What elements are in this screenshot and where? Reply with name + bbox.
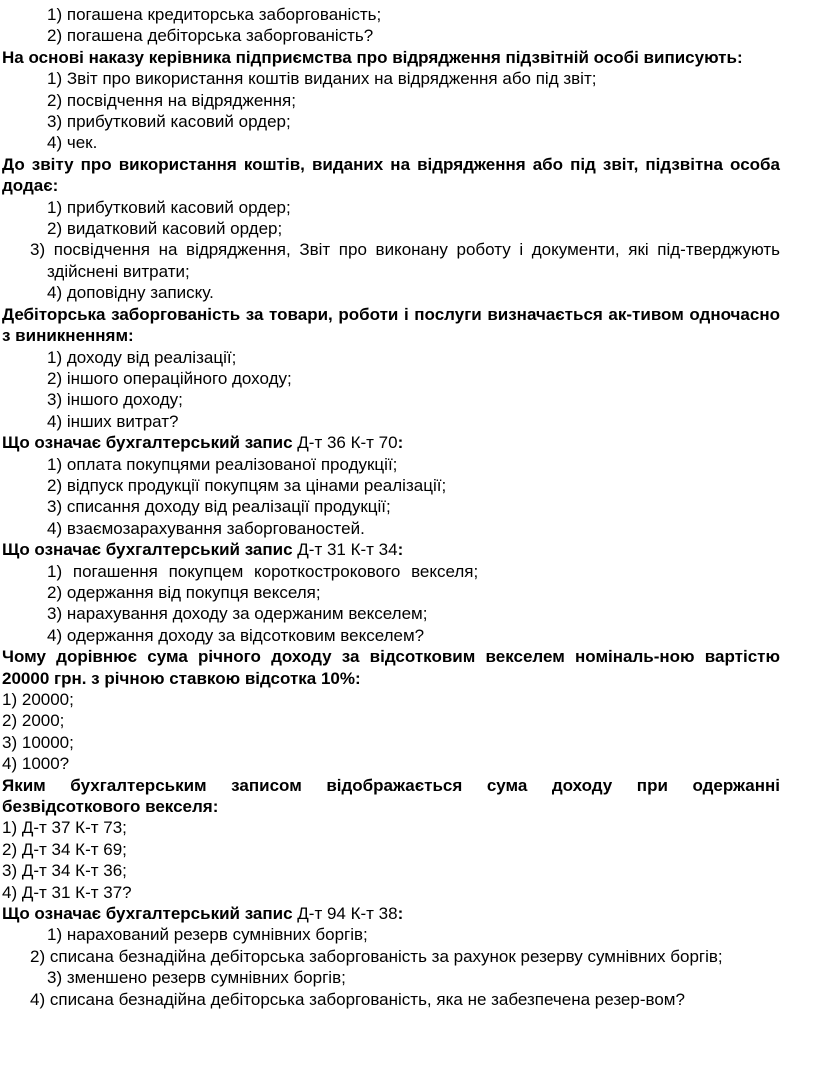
answer-option-number: 4)	[47, 283, 63, 303]
answer-option-text: погашення покупцем короткострокового векселя;	[72, 561, 479, 581]
question-text	[2, 646, 780, 689]
answer-option-number: 1)	[47, 5, 63, 24]
question-part-regular: Д-т 36 К-т 70	[297, 433, 398, 453]
question-part-regular: Д-т 94 К-т 38	[297, 904, 398, 924]
answer-option-text: взаємозарахування заборгованостей.	[66, 518, 365, 538]
answer-option-text: відпуск продукції покупцям за цінами реалізації;	[66, 475, 447, 495]
answer-option	[2, 282, 780, 303]
answer-option-number: 1)	[47, 561, 63, 581]
answer-option-number: 3)	[2, 732, 18, 752]
answer-option-text: видатковий касовий ордер;	[66, 219, 283, 239]
answer-option	[2, 710, 780, 731]
answer-option-text: посвідчення на відрядження, Звіт про виконану роботу і документи, які під-тверджують здійснені витрати;	[47, 240, 780, 281]
answer-option-text: нарахований резерв сумнівних боргів;	[66, 925, 368, 945]
answer-option	[2, 197, 780, 218]
answer-option-number: 1)	[2, 690, 18, 709]
answer-option	[2, 839, 780, 860]
answer-option-text: 20000;	[21, 690, 74, 709]
question-part-bold: Що означає бухгалтерський запис	[2, 540, 298, 560]
answer-option-number: 3)	[47, 604, 63, 624]
answer-option	[2, 989, 780, 1010]
answer-option-number: 2)	[2, 711, 18, 731]
answer-option	[2, 924, 780, 945]
answer-option	[2, 817, 780, 838]
answer-option-text: списання доходу від реалізації продукції;	[66, 497, 391, 517]
answer-option	[2, 732, 780, 753]
answer-option	[2, 111, 780, 132]
answer-option	[2, 132, 780, 153]
answer-option-number: 2)	[47, 219, 63, 239]
answer-option-number: 4)	[30, 989, 46, 1009]
answer-option-number: 2)	[47, 582, 63, 602]
answer-option	[2, 475, 780, 496]
answer-option-text: зменшено резерв сумнівних боргів;	[66, 968, 346, 988]
answer-option-number: 4)	[47, 133, 63, 153]
question-text	[2, 47, 780, 68]
answer-option	[2, 347, 780, 368]
answer-option-text: оплата покупцями реалізованої продукції;	[66, 454, 398, 474]
answer-option-number: 2)	[47, 368, 63, 388]
question-part-bold: Чому дорівнює сума річного доходу за відсотковим векселем номіналь-ною вартістю 20000 грн. з річною ставкою відсотка 10%:	[2, 647, 780, 688]
answer-option-text: одержання доходу за відсотковим векселем?	[66, 625, 425, 645]
answer-option-text: Д-т 37 К-т 73;	[21, 818, 127, 838]
answer-option-text: чек.	[66, 133, 98, 153]
answer-option-number: 1)	[47, 454, 63, 474]
question-text	[2, 154, 780, 197]
answer-option-text: одержання від покупця векселя;	[66, 582, 321, 602]
answer-option-number: 3)	[2, 861, 18, 881]
answer-option-text: погашена кредиторська заборгованість;	[66, 5, 382, 24]
answer-option-number: 4)	[47, 625, 63, 645]
answer-option-number: 2)	[47, 90, 63, 110]
question-part-bold: :	[397, 433, 404, 453]
answer-option	[2, 68, 780, 89]
answer-option	[2, 967, 780, 988]
answer-option-number: 2)	[47, 475, 63, 495]
answer-option-text: 1000?	[21, 754, 70, 774]
answer-option	[2, 689, 780, 710]
answer-option	[2, 946, 780, 967]
answer-option-number: 3)	[30, 240, 46, 260]
question-part-bold: :	[397, 904, 404, 924]
answer-option-text: Д-т 34 К-т 36;	[21, 861, 127, 881]
answer-option-text: погашена дебіторська заборгованість?	[66, 26, 374, 46]
answer-option-text: нарахування доходу за одержаним векселем;	[66, 604, 428, 624]
answer-option-text: іншого доходу;	[66, 390, 183, 410]
answer-option-text: Звіт про використання коштів виданих на відрядження або під звіт;	[66, 69, 597, 89]
answer-option-number: 1)	[47, 925, 63, 945]
answer-option-number: 2)	[30, 946, 46, 966]
answer-option-number: 2)	[47, 26, 63, 46]
answer-option-number: 1)	[47, 347, 63, 367]
answer-option	[2, 561, 780, 582]
answer-option	[2, 389, 780, 410]
answer-option-number: 3)	[47, 497, 63, 517]
answer-option-number: 4)	[2, 882, 18, 902]
answer-option-text: прибутковий касовий ордер;	[66, 197, 291, 217]
answer-option-number: 3)	[47, 390, 63, 410]
answer-option-text: Д-т 31 К-т 37?	[21, 882, 132, 902]
question-part-bold: Яким бухгалтерським записом відображається сума доходу при одержанні безвідсоткового векселя:	[2, 775, 780, 817]
answer-option-number: 1)	[47, 197, 63, 217]
question-text	[2, 903, 780, 924]
answer-option-number: 3)	[47, 112, 63, 132]
answer-option-text: списана безнадійна дебіторська заборгованість, яка не забезпечена резер-вом?	[49, 989, 685, 1009]
answer-option	[2, 368, 780, 389]
answer-option	[2, 4, 780, 25]
answer-option-text: доходу від реалізації;	[66, 347, 237, 367]
answer-option	[2, 454, 780, 475]
answer-option	[2, 518, 780, 539]
answer-option	[2, 239, 780, 282]
answer-option	[2, 625, 780, 646]
question-text	[2, 432, 780, 453]
question-text	[2, 775, 780, 818]
question-part-bold: На основі наказу керівника підприємства про відрядження підзвітній особі виписують:	[2, 47, 743, 67]
answer-option	[2, 860, 780, 881]
answer-option-number: 4)	[47, 411, 63, 431]
answer-option	[2, 882, 780, 903]
answer-option	[2, 411, 780, 432]
answer-option-text: інших витрат?	[66, 411, 179, 431]
answer-option-text: списана безнадійна дебіторська заборгованість за рахунок резерву сумнівних боргів;	[49, 946, 723, 966]
answer-option-text: прибутковий касовий ордер;	[66, 112, 291, 132]
answer-option-text: 2000;	[21, 711, 65, 731]
answer-option-number: 3)	[47, 968, 63, 988]
question-part-bold: Що означає бухгалтерський запис	[2, 904, 298, 924]
answer-option-number: 2)	[2, 839, 18, 859]
question-text	[2, 539, 780, 560]
answer-option	[2, 582, 780, 603]
answer-option	[2, 603, 780, 624]
answer-option-number: 4)	[47, 518, 63, 538]
question-part-bold: Дебіторська заборгованість за товари, роботи і послуги визначається ак-тивом одночасно з виникненням:	[2, 304, 780, 346]
answer-option	[2, 496, 780, 517]
answer-option-text: посвідчення на відрядження;	[66, 90, 296, 110]
question-text	[2, 304, 780, 347]
question-part-bold: :	[397, 540, 404, 560]
question-part-bold: До звіту про використання коштів, виданих на відрядження або під звіт, підзвітна особа додає:	[2, 154, 780, 196]
answer-option-text: Д-т 34 К-т 69;	[21, 839, 127, 859]
answer-option-text: іншого операційного доходу;	[66, 368, 292, 388]
answer-option-number: 4)	[2, 754, 18, 774]
answer-option	[2, 25, 780, 46]
answer-option	[2, 218, 780, 239]
answer-option-number: 1)	[2, 818, 18, 838]
answer-option-text: 10000;	[21, 732, 74, 752]
answer-option	[2, 90, 780, 111]
answer-option-number: 1)	[47, 69, 63, 89]
answer-option	[2, 753, 780, 774]
question-part-bold: Що означає бухгалтерський запис	[2, 433, 298, 453]
question-part-regular: Д-т 31 К-т 34	[297, 540, 398, 560]
answer-option-text: доповідну записку.	[66, 283, 214, 303]
